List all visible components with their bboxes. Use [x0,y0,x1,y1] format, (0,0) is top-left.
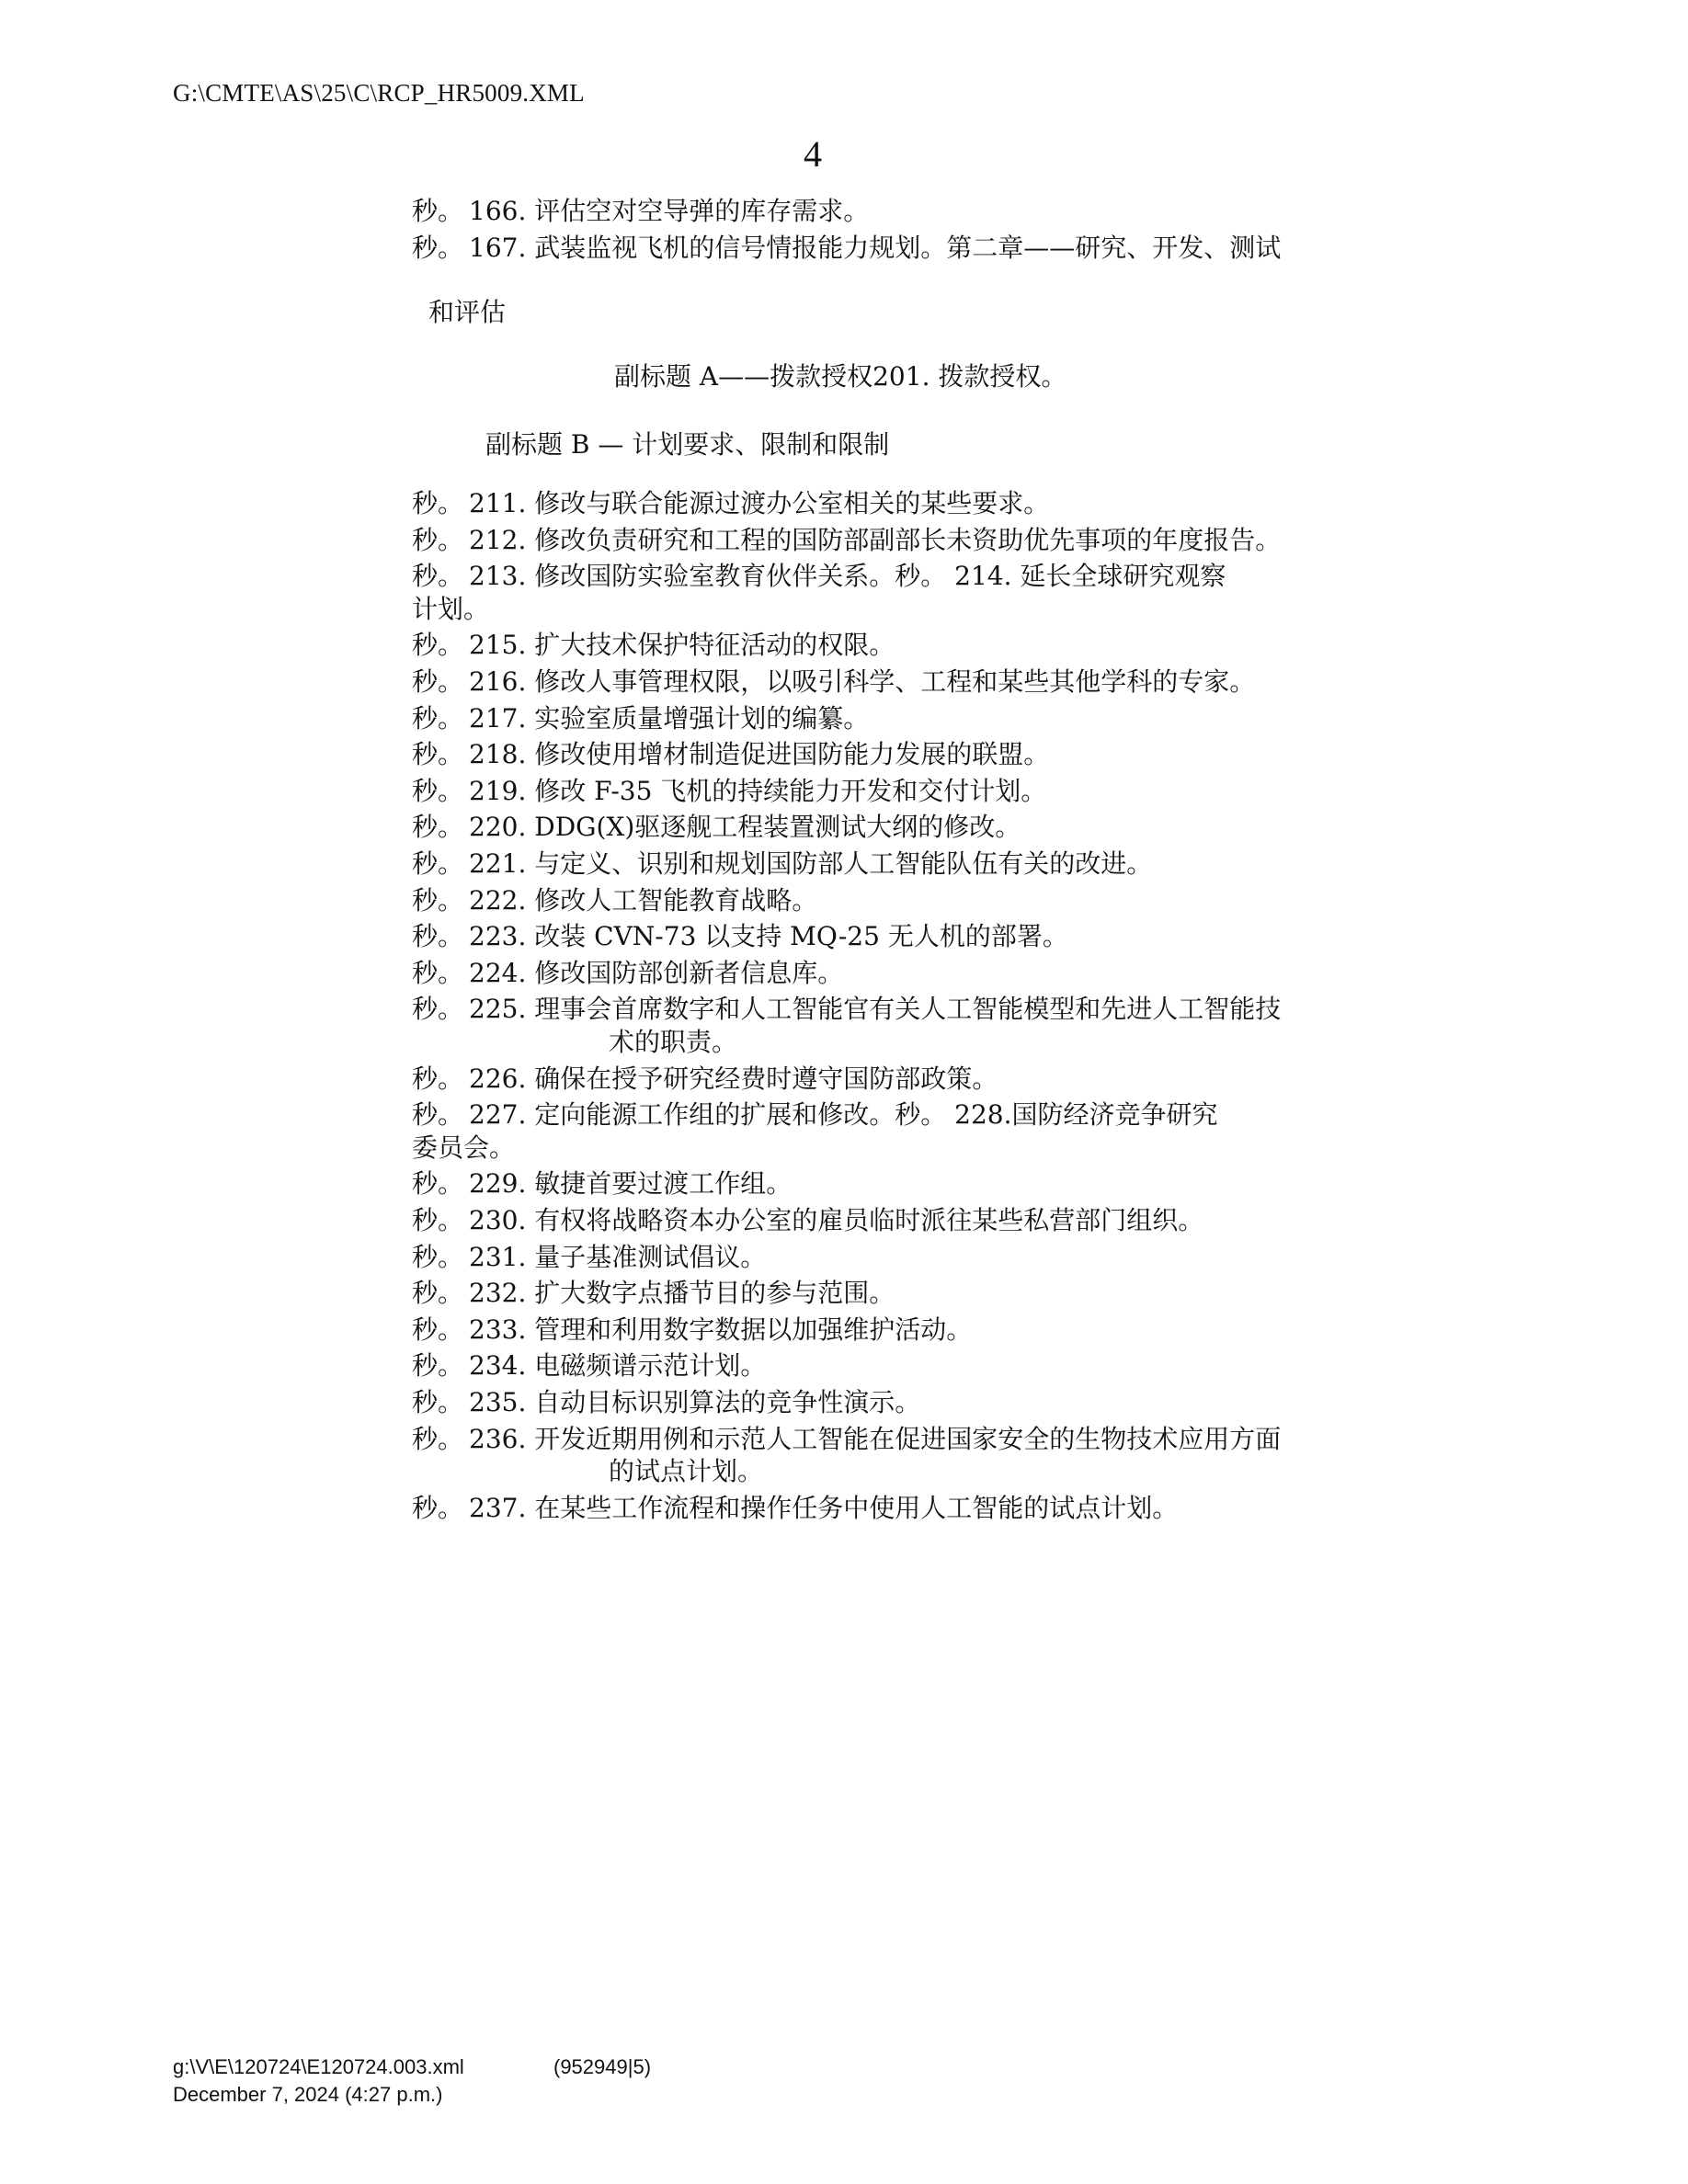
toc-entry [412,738,1049,771]
section-title: 231. 量子基准测试倡议。 [469,1242,767,1272]
section-marker: 秒。 [412,848,464,879]
section-title: 237. 在某些工作流程和操作任务中使用人工智能的试点计划。 [469,1493,1179,1523]
section-marker: 秒。 [412,1168,464,1199]
section-marker: 秒。 [412,561,464,591]
section-marker: 秒。 [412,1387,464,1417]
section-title: 166. 评估空对空导弹的库存需求。 [469,196,870,226]
toc-entry [412,702,869,735]
section-marker: 秒。 [412,1278,464,1308]
toc-entry [412,1063,998,1096]
section-marker: 秒。 [412,1314,464,1345]
section-marker: 秒。 [412,666,464,697]
section-title-continuation: 术的职责。 [609,1027,738,1057]
section-title: 216. 修改人事管理权限，以吸引科学、工程和某些其他学科的专家。 [469,666,1256,697]
section-marker: 秒。 [412,776,464,806]
section-title: 236. 开发近期用例和示范人工智能在促进国家安全的生物技术应用方面 [469,1424,1282,1454]
section-marker: 秒。 [412,958,464,988]
section-marker: 秒。 [412,1205,464,1235]
toc-entry [412,665,1255,699]
section-title: 235. 自动目标识别算法的竞争性演示。 [469,1387,921,1417]
toc-entry [412,1492,1178,1525]
section-title: 230. 有权将战略资本办公室的雇员临时派往某些私营部门组织。 [469,1205,1204,1235]
section-marker: 秒。 [412,1493,464,1523]
toc-entry [412,232,1281,265]
toc-entry [412,1386,920,1419]
section-title-continuation: 计划。 [412,594,490,624]
section-title: 218. 修改使用增材制造促进国防能力发展的联盟。 [469,739,1050,769]
toc-entry [412,1241,766,1274]
section-marker: 秒。 [412,703,464,734]
toc-entry [412,1314,972,1347]
section-title-continuation: 委员会。 [412,1132,516,1163]
section-marker: 秒。 [412,233,464,263]
toc-entry [412,629,895,662]
file-path: G:\CMTE\AS\25\C\RCP_HR5009.XML [173,79,585,107]
footer-file: g:\V\E\120724\E120724.003.xml [173,2055,464,2078]
section-title: 221. 与定义、识别和规划国防部人工智能队伍有关的改进。 [469,848,1153,879]
subtitle-b: 副标题 B — 计划要求、限制和限制 [485,429,890,460]
section-title: 167. 武装监视飞机的信号情报能力规划。第二章——研究、开发、测试 [469,233,1282,263]
toc-entry [412,1277,895,1310]
section-title: 232. 扩大数字点播节目的参与范围。 [469,1278,895,1308]
section-marker: 秒。 [412,1424,464,1454]
toc-entry [412,993,1281,1026]
section-title: 229. 敏捷首要过渡工作组。 [469,1168,793,1199]
section-title: 219. 修改 F-35 飞机的持续能力开发和交付计划。 [469,776,1047,806]
footer-code: (952949|5) [553,2055,652,2078]
section-marker: 秒。 [412,739,464,769]
toc-entry [412,1349,766,1382]
footer-date: December 7, 2024 (4:27 p.m.) [173,2083,443,2106]
subtitle-a: 副标题 A——拨款授权201. 拨款授权。 [614,361,1067,392]
section-marker: 秒。 [412,525,464,555]
section-title: 226. 确保在授予研究经费时遵守国防部政策。 [469,1064,998,1094]
section-title: 222. 修改人工智能教育战略。 [469,885,818,916]
section-title: 212. 修改负责研究和工程的国防部副部长未资助优先事项的年度报告。 [469,525,1282,555]
section-title: 220. DDG(X)驱逐舰工程装置测试大纲的修改。 [469,812,1021,842]
section-title: 217. 实验室质量增强计划的编纂。 [469,703,870,734]
page-number: 4 [804,133,822,175]
section-marker: 秒。 [412,812,464,842]
section-marker: 秒。 [412,196,464,226]
section-marker: 秒。 [412,885,464,916]
title-continuation: 和评估 [428,297,507,327]
section-marker: 秒。 [412,1099,464,1130]
section-marker: 秒。 [412,488,464,518]
section-title: 224. 修改国防部创新者信息库。 [469,958,844,988]
toc-entry [412,1423,1281,1456]
section-title: 225. 理事会首席数字和人工智能官有关人工智能模型和先进人工智能技 [469,994,1282,1024]
section-title: 233. 管理和利用数字数据以加强维护活动。 [469,1314,973,1345]
section-title: 215. 扩大技术保护特征活动的权限。 [469,630,895,660]
toc-entry [412,884,817,917]
section-title-continuation: 的试点计划。 [609,1456,764,1486]
section-title: 223. 改装 CVN-73 以支持 MQ-25 无人机的部署。 [469,921,1068,951]
section-title: 227. 定向能源工作组的扩展和修改。秒。 228.国防经济竞争研究 [469,1099,1218,1130]
section-marker: 秒。 [412,1350,464,1381]
section-marker: 秒。 [412,994,464,1024]
section-title: 234. 电磁频谱示范计划。 [469,1350,767,1381]
section-title: 211. 修改与联合能源过渡办公室相关的某些要求。 [469,488,1050,518]
toc-entry [412,524,1281,557]
toc-entry [412,1167,792,1200]
toc-entry [412,920,1068,953]
toc-entry [412,487,1049,520]
section-marker: 秒。 [412,921,464,951]
toc-entry [412,560,1226,593]
section-title: 213. 修改国防实验室教育伙伴关系。秒。 214. 延长全球研究观察 [469,561,1226,591]
section-marker: 秒。 [412,1242,464,1272]
toc-entry [412,1098,1218,1132]
section-marker: 秒。 [412,630,464,660]
toc-entry [412,957,843,990]
toc-entry [412,1204,1203,1237]
toc-entry [412,195,869,228]
toc-entry [412,847,1152,881]
toc-entry [412,811,1021,844]
toc-entry [412,775,1046,808]
section-marker: 秒。 [412,1064,464,1094]
